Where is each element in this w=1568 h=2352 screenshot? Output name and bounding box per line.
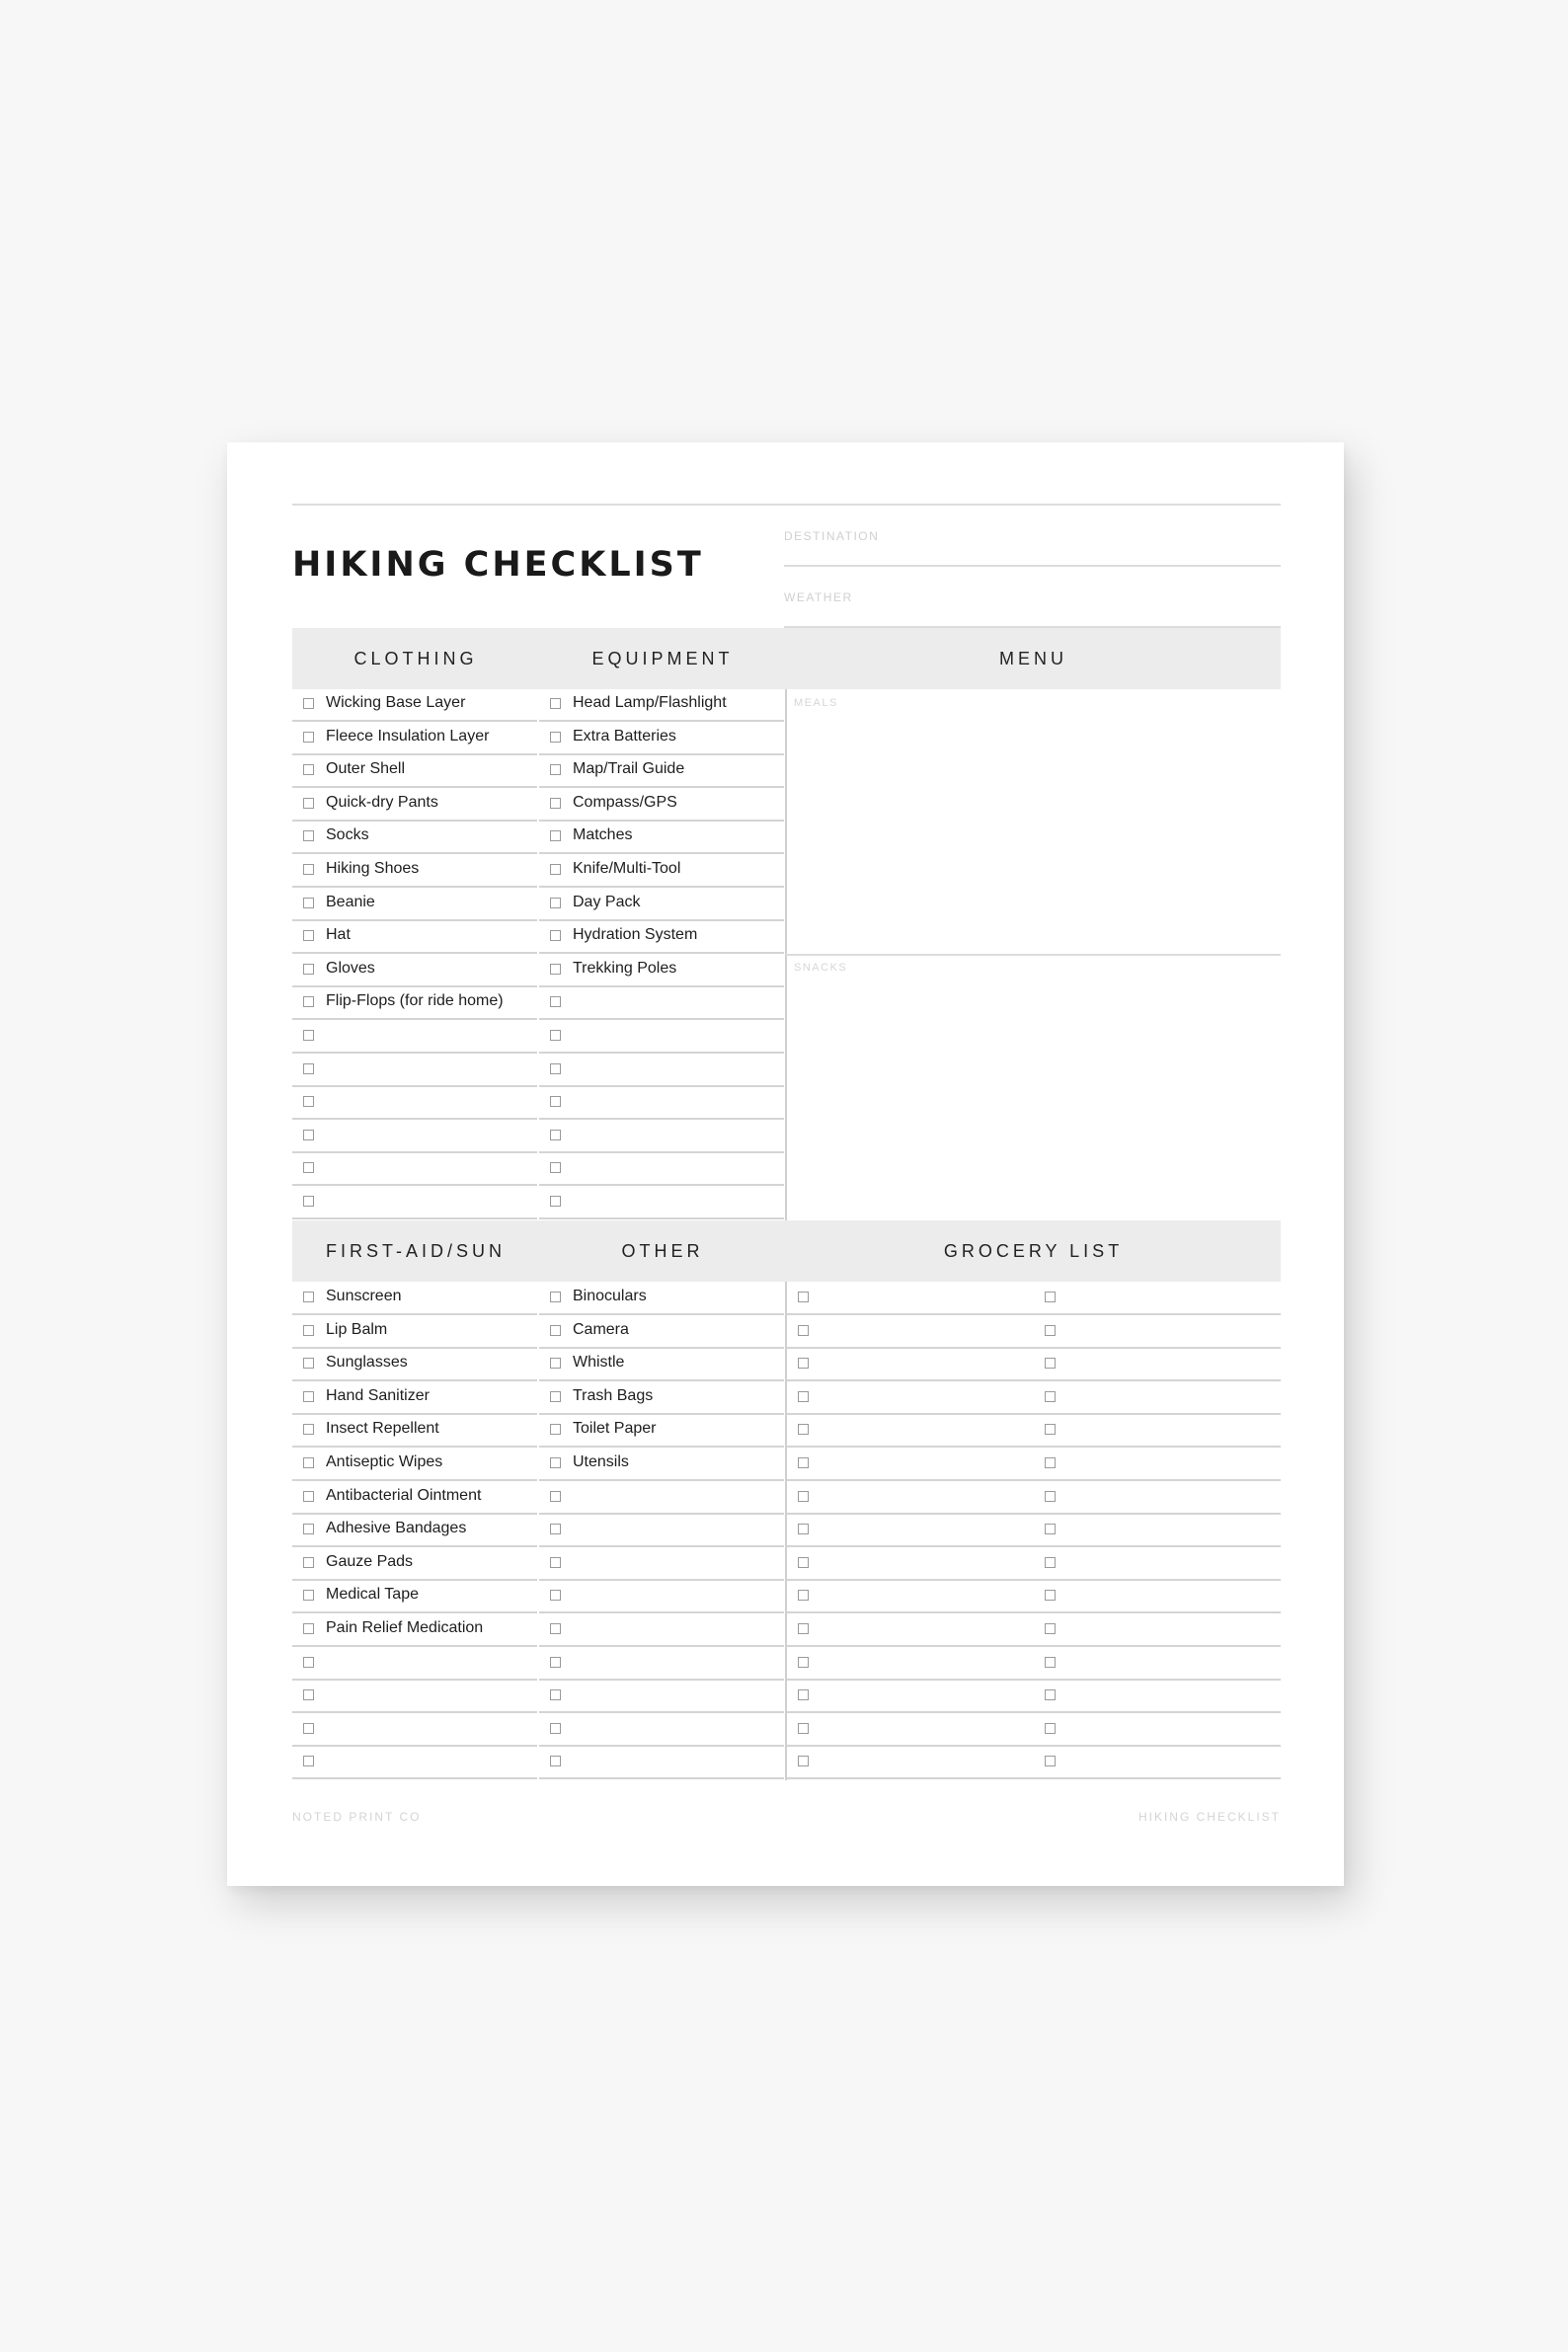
equipment-row: [539, 1187, 784, 1219]
equipment-row: [539, 1121, 784, 1153]
checkbox[interactable]: [798, 1657, 809, 1668]
grocery-row: [787, 1316, 1281, 1349]
checkbox[interactable]: [303, 764, 314, 775]
checkbox[interactable]: [550, 1196, 561, 1207]
grocery-row: [787, 1449, 1281, 1481]
top-rule: [292, 504, 1281, 506]
item-label: Sunscreen: [326, 1288, 402, 1304]
other-row: [539, 1614, 784, 1647]
item-label: Trash Bags: [573, 1386, 654, 1404]
equipment-row: [539, 921, 784, 954]
first-aid-row: [292, 1614, 537, 1647]
checklist-page: [227, 442, 1344, 1886]
clothing-row: [292, 789, 537, 822]
checkbox[interactable]: [1045, 1557, 1056, 1568]
item-label: Camera: [573, 1320, 629, 1338]
item-label: Hydration System: [573, 926, 698, 944]
checkbox[interactable]: [550, 1756, 561, 1766]
checkbox[interactable]: [1045, 1756, 1056, 1766]
equipment-row: [539, 1055, 784, 1087]
first-aid-row: [292, 1382, 537, 1415]
checkbox[interactable]: [550, 1391, 561, 1402]
checkbox[interactable]: [550, 996, 561, 1007]
checkbox[interactable]: [550, 898, 561, 908]
checkbox[interactable]: [550, 1030, 561, 1041]
checkbox[interactable]: [550, 1424, 561, 1435]
clothing-row: [292, 1055, 537, 1087]
menu-header: MENU: [999, 649, 1067, 668]
item-label: Map/Trail Guide: [573, 760, 685, 778]
other-row: [539, 1382, 784, 1415]
checkbox[interactable]: [550, 698, 561, 709]
first-aid-row: [292, 1482, 537, 1515]
first-aid-row: [292, 1515, 537, 1547]
other-row: [539, 1283, 784, 1315]
checkbox[interactable]: [303, 1457, 314, 1468]
meals-label: MEALS: [794, 697, 838, 709]
checkbox[interactable]: [798, 1723, 809, 1734]
checkbox[interactable]: [1045, 1358, 1056, 1369]
item-label: Extra Batteries: [573, 727, 676, 745]
item-label: Toilet Paper: [573, 1420, 657, 1438]
checkbox[interactable]: [550, 1096, 561, 1107]
clothing-row: [292, 755, 537, 788]
other-header: OTHER: [621, 1241, 704, 1261]
checkbox[interactable]: [798, 1391, 809, 1402]
checkbox[interactable]: [550, 964, 561, 975]
item-label: Hand Sanitizer: [326, 1386, 430, 1404]
item-label: Lip Balm: [326, 1320, 388, 1338]
checkbox[interactable]: [798, 1491, 809, 1502]
checkbox[interactable]: [550, 1358, 561, 1369]
grocery-row: [787, 1283, 1281, 1315]
destination-label: DESTINATION: [784, 529, 880, 543]
checkbox[interactable]: [303, 798, 314, 809]
checkbox[interactable]: [303, 930, 314, 941]
other-row: [539, 1648, 784, 1681]
checkbox[interactable]: [303, 1030, 314, 1041]
item-label: Antiseptic Wipes: [326, 1453, 443, 1470]
clothing-row: [292, 822, 537, 854]
clothing-row: [292, 689, 537, 722]
clothing-row: [292, 1187, 537, 1219]
checkbox[interactable]: [303, 732, 314, 743]
meals-area[interactable]: [786, 954, 1281, 956]
item-label: Socks: [326, 826, 369, 844]
other-row: [539, 1515, 784, 1547]
checkbox[interactable]: [303, 1162, 314, 1173]
item-label: Beanie: [326, 893, 375, 910]
item-label: Pain Relief Medication: [326, 1619, 484, 1636]
grocery-row: [787, 1714, 1281, 1747]
item-label: Gauze Pads: [326, 1552, 414, 1570]
checkbox[interactable]: [303, 1096, 314, 1107]
first-aid-row: [292, 1349, 537, 1381]
checkbox[interactable]: [1045, 1623, 1056, 1634]
grocery-row: [787, 1648, 1281, 1681]
checkbox[interactable]: [798, 1524, 809, 1534]
equipment-row: [539, 689, 784, 722]
checkbox[interactable]: [550, 1457, 561, 1468]
checkbox[interactable]: [798, 1689, 809, 1700]
item-label: Head Lamp/Flashlight: [573, 694, 727, 711]
item-label: Medical Tape: [326, 1586, 419, 1604]
equipment-row: [539, 755, 784, 788]
checkbox[interactable]: [550, 1524, 561, 1534]
first-aid-header: FIRST-AID/SUN: [325, 1241, 506, 1261]
weather-label: WEATHER: [784, 590, 853, 604]
clothing-header: CLOTHING: [353, 649, 478, 668]
page-title: HIKING CHECKLIST: [292, 545, 704, 585]
first-aid-row: [292, 1415, 537, 1448]
destination-field[interactable]: [784, 565, 1281, 567]
checkbox[interactable]: [798, 1358, 809, 1369]
other-row: [539, 1349, 784, 1381]
checkbox[interactable]: [303, 1524, 314, 1534]
checkbox[interactable]: [550, 1130, 561, 1140]
checkbox[interactable]: [798, 1756, 809, 1766]
checkbox[interactable]: [550, 1623, 561, 1634]
item-label: Outer Shell: [326, 760, 406, 778]
first-aid-row: [292, 1316, 537, 1349]
other-row: [539, 1681, 784, 1713]
item-label: Adhesive Bandages: [326, 1520, 467, 1537]
clothing-row: [292, 1087, 537, 1120]
snacks-label: SNACKS: [794, 962, 848, 974]
grocery-row: [787, 1382, 1281, 1415]
grocery-row: [787, 1548, 1281, 1581]
first-aid-row: [292, 1548, 537, 1581]
item-label: Hat: [326, 926, 351, 944]
checkbox[interactable]: [1045, 1292, 1056, 1302]
grocery-row: [787, 1747, 1281, 1779]
checkbox[interactable]: [550, 1292, 561, 1302]
checkbox[interactable]: [798, 1457, 809, 1468]
item-label: Fleece Insulation Layer: [326, 727, 490, 745]
checkbox[interactable]: [798, 1557, 809, 1568]
other-row: [539, 1548, 784, 1581]
clothing-row: [292, 1121, 537, 1153]
grocery-row: [787, 1415, 1281, 1448]
footer-brand: NOTED PRINT CO: [292, 1810, 422, 1824]
checkbox[interactable]: [303, 1590, 314, 1601]
checkbox[interactable]: [550, 1063, 561, 1074]
checkbox[interactable]: [1045, 1491, 1056, 1502]
checkbox[interactable]: [550, 1590, 561, 1601]
checkbox[interactable]: [798, 1292, 809, 1302]
equipment-row: [539, 789, 784, 822]
checkbox[interactable]: [1045, 1657, 1056, 1668]
other-row: [539, 1482, 784, 1515]
checkbox[interactable]: [303, 898, 314, 908]
checkbox[interactable]: [303, 1292, 314, 1302]
item-label: Antibacterial Ointment: [326, 1486, 482, 1504]
checkbox[interactable]: [303, 1063, 314, 1074]
checkbox[interactable]: [303, 1358, 314, 1369]
grocery-row: [787, 1349, 1281, 1381]
checkbox[interactable]: [1045, 1590, 1056, 1601]
item-label: Utensils: [573, 1453, 629, 1470]
footer-title: HIKING CHECKLIST: [1137, 1810, 1281, 1824]
checkbox[interactable]: [303, 996, 314, 1007]
checkbox[interactable]: [550, 1162, 561, 1173]
item-label: Day Pack: [573, 893, 641, 910]
equipment-row: [539, 1087, 784, 1120]
equipment-row: [539, 987, 784, 1020]
checkbox[interactable]: [1045, 1524, 1056, 1534]
checkbox[interactable]: [798, 1590, 809, 1601]
checkbox[interactable]: [1045, 1325, 1056, 1336]
equipment-header: EQUIPMENT: [591, 649, 734, 668]
item-label: Gloves: [326, 959, 375, 977]
checkbox[interactable]: [303, 1623, 314, 1634]
first-aid-row: [292, 1581, 537, 1613]
checkbox[interactable]: [550, 1723, 561, 1734]
clothing-row: [292, 889, 537, 921]
item-label: Insect Repellent: [326, 1420, 439, 1438]
item-label: Wicking Base Layer: [326, 694, 466, 711]
item-label: Whistle: [573, 1354, 625, 1372]
checkbox[interactable]: [550, 864, 561, 875]
equipment-row: [539, 1021, 784, 1054]
other-row: [539, 1581, 784, 1613]
checkbox[interactable]: [1045, 1689, 1056, 1700]
checkbox[interactable]: [1045, 1457, 1056, 1468]
checkbox[interactable]: [303, 1689, 314, 1700]
checkbox[interactable]: [798, 1325, 809, 1336]
checkbox[interactable]: [303, 1424, 314, 1435]
clothing-row: [292, 955, 537, 987]
checkbox[interactable]: [550, 1325, 561, 1336]
equipment-row: [539, 1153, 784, 1186]
grocery-row: [787, 1515, 1281, 1547]
checkbox[interactable]: [303, 1756, 314, 1766]
other-row: [539, 1714, 784, 1747]
checkbox[interactable]: [798, 1623, 809, 1634]
equipment-row: [539, 822, 784, 854]
checkbox[interactable]: [1045, 1723, 1056, 1734]
checkbox[interactable]: [550, 798, 561, 809]
checkbox[interactable]: [1045, 1391, 1056, 1402]
checkbox[interactable]: [798, 1424, 809, 1435]
checkbox[interactable]: [303, 1325, 314, 1336]
equipment-row: [539, 855, 784, 888]
checkbox[interactable]: [1045, 1424, 1056, 1435]
clothing-row: [292, 1021, 537, 1054]
checkbox[interactable]: [303, 1391, 314, 1402]
checkbox[interactable]: [303, 1657, 314, 1668]
checkbox[interactable]: [550, 1491, 561, 1502]
first-aid-row: [292, 1681, 537, 1713]
clothing-row: [292, 1153, 537, 1186]
grocery-row: [787, 1614, 1281, 1647]
first-aid-row: [292, 1283, 537, 1315]
grocery-header: GROCERY LIST: [943, 1241, 1124, 1261]
checkbox[interactable]: [550, 930, 561, 941]
first-aid-row: [292, 1747, 537, 1779]
checkbox[interactable]: [303, 1723, 314, 1734]
item-label: Hiking Shoes: [326, 860, 420, 877]
checkbox[interactable]: [303, 864, 314, 875]
item-label: Flip-Flops (for ride home): [326, 992, 504, 1010]
item-label: Matches: [573, 826, 633, 844]
checkbox[interactable]: [550, 1557, 561, 1568]
checkbox[interactable]: [303, 830, 314, 841]
clothing-row: [292, 855, 537, 888]
item-label: Compass/GPS: [573, 793, 677, 811]
checkbox[interactable]: [550, 764, 561, 775]
checkbox[interactable]: [550, 830, 561, 841]
item-label: Trekking Poles: [573, 959, 677, 977]
item-label: Knife/Multi-Tool: [573, 860, 681, 877]
grocery-row: [787, 1482, 1281, 1515]
equipment-row: [539, 955, 784, 987]
grocery-row: [787, 1581, 1281, 1613]
checkbox[interactable]: [303, 698, 314, 709]
checkbox[interactable]: [303, 1196, 314, 1207]
first-aid-row: [292, 1648, 537, 1681]
other-row: [539, 1415, 784, 1448]
checkbox[interactable]: [303, 1130, 314, 1140]
checkbox[interactable]: [550, 732, 561, 743]
equipment-row: [539, 889, 784, 921]
item-label: Binoculars: [573, 1288, 647, 1304]
first-aid-row: [292, 1714, 537, 1747]
checkbox[interactable]: [303, 964, 314, 975]
grocery-row: [787, 1681, 1281, 1713]
item-label: Sunglasses: [326, 1354, 408, 1372]
checkbox[interactable]: [550, 1657, 561, 1668]
other-row: [539, 1747, 784, 1779]
other-row: [539, 1316, 784, 1349]
checkbox[interactable]: [303, 1491, 314, 1502]
checkbox[interactable]: [303, 1557, 314, 1568]
clothing-row: [292, 723, 537, 755]
equipment-row: [539, 723, 784, 755]
other-row: [539, 1449, 784, 1481]
first-aid-row: [292, 1449, 537, 1481]
clothing-row: [292, 921, 537, 954]
item-label: Quick-dry Pants: [326, 793, 438, 811]
checkbox[interactable]: [550, 1689, 561, 1700]
clothing-row: [292, 987, 537, 1020]
